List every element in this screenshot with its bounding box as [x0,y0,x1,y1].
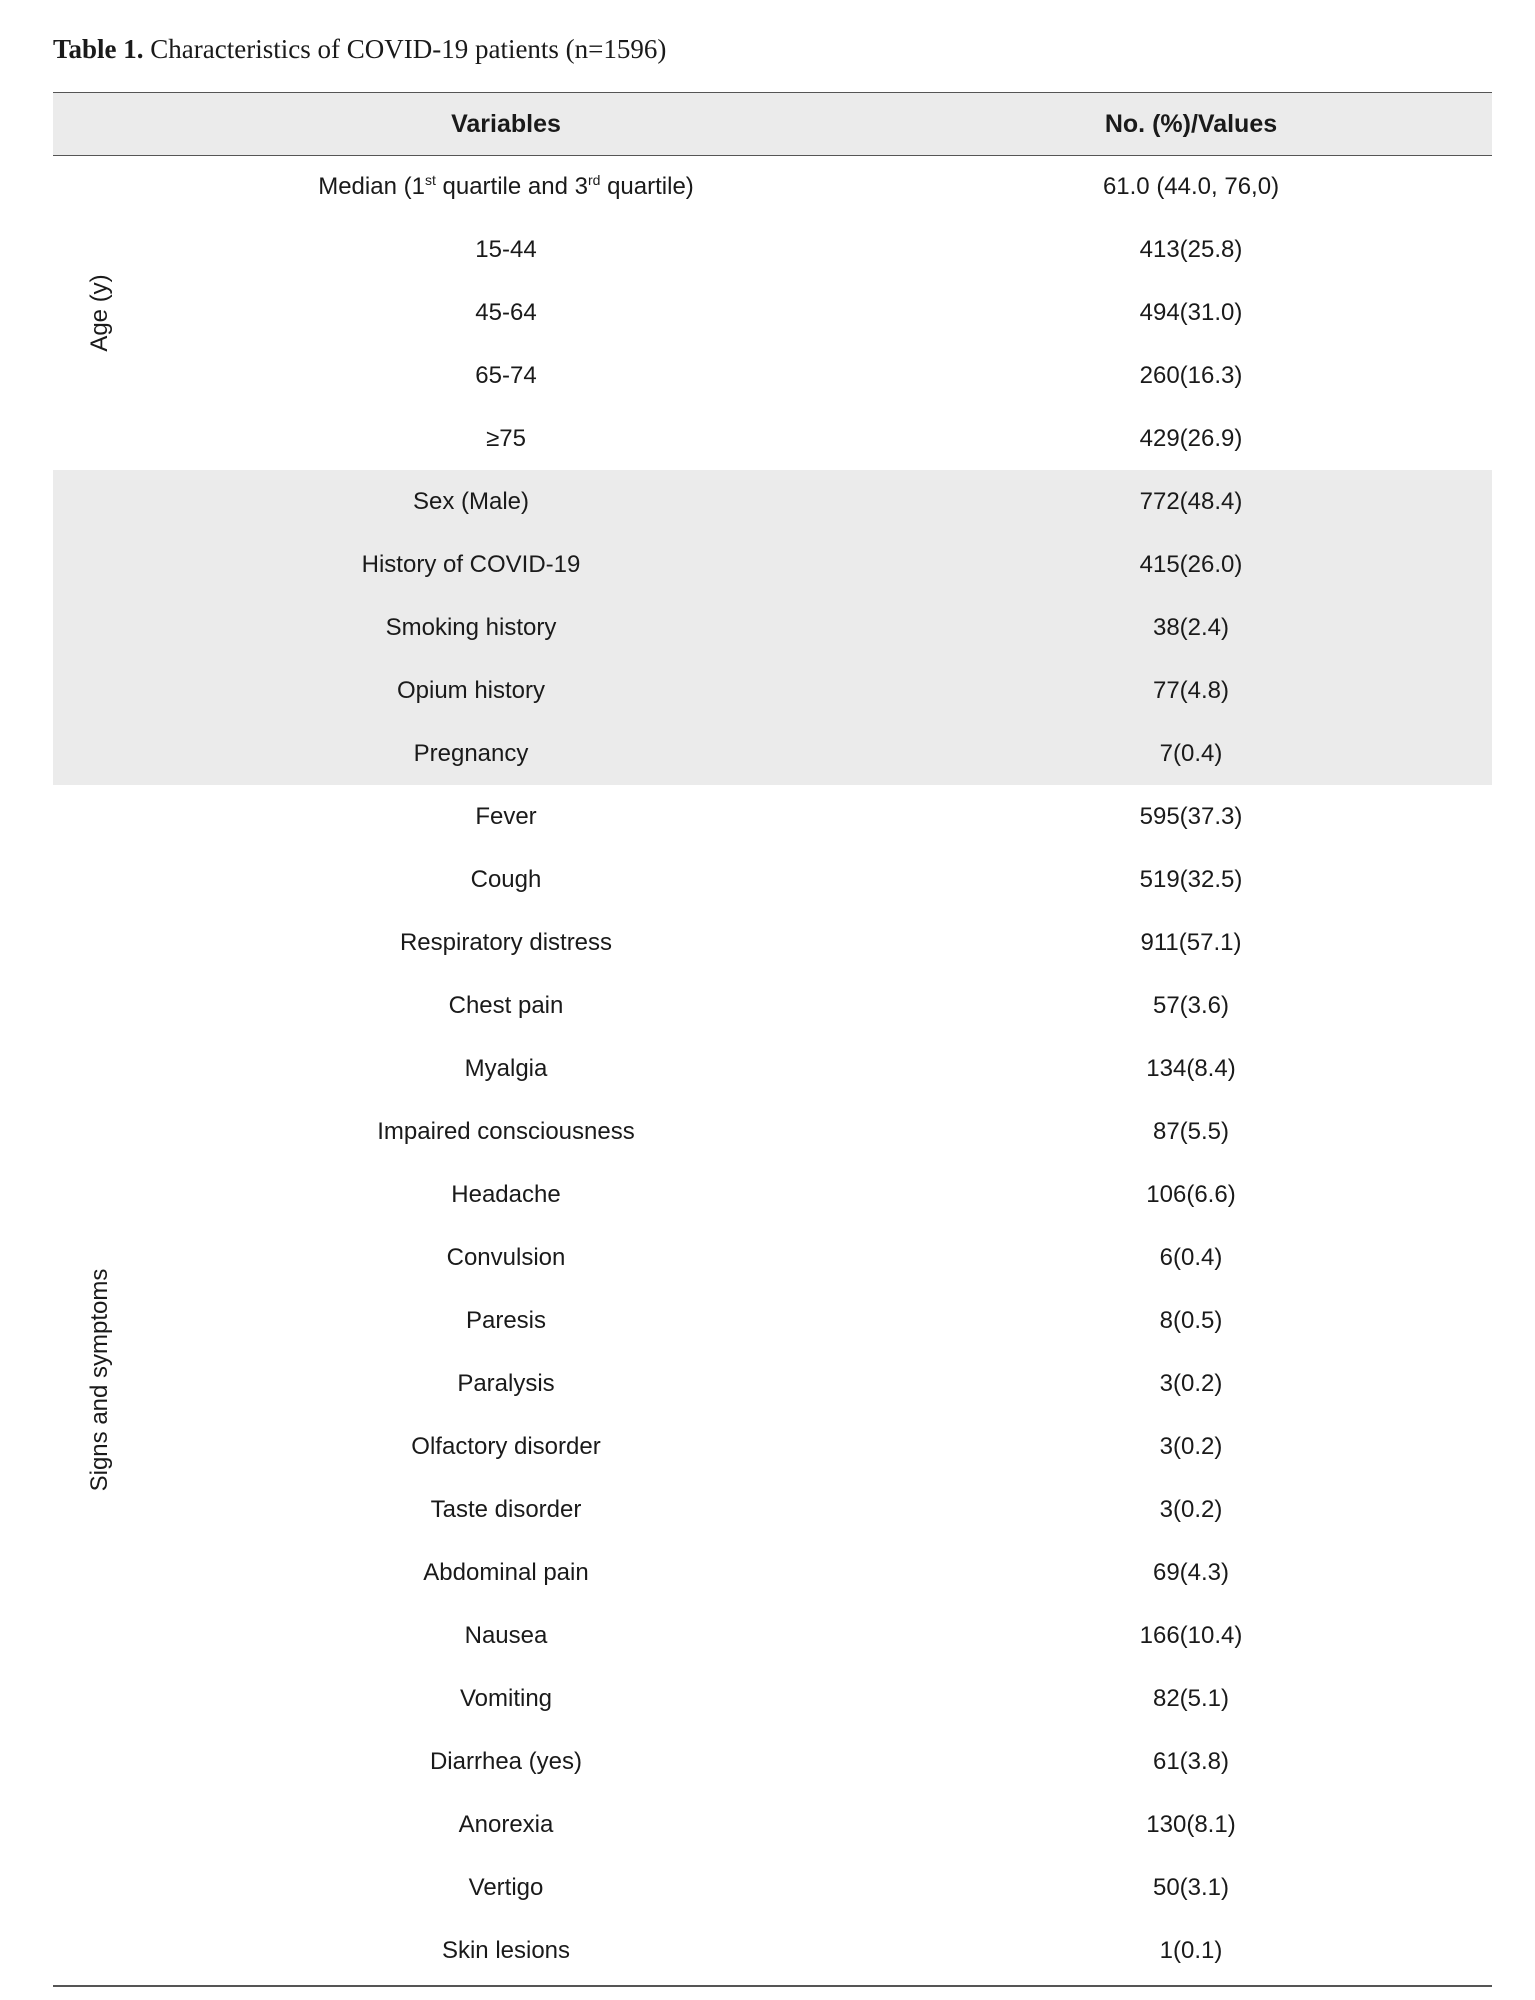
age-row-value: 429(26.9) [1139,425,1243,452]
signs-row-value: 106(6.6) [1146,1181,1236,1208]
table-caption-text: Characteristics of COVID-19 patients (n=1596) [150,34,667,64]
table-caption [53,34,666,65]
signs-row-value: 57(3.6) [1152,992,1230,1019]
signs-row-value: 1(0.1) [1159,1937,1223,1964]
signs-row-label: Headache [451,1181,561,1208]
age-group-label: Age (y) [86,274,113,352]
signs-row-label: Myalgia [464,1055,548,1082]
signs-row-value: 50(3.1) [1152,1874,1230,1901]
general-row-value: 38(2.4) [1152,614,1230,641]
signs-row-label: Diarrhea (yes) [429,1748,583,1775]
general-row-value: 772(48.4) [1139,488,1243,515]
signs-row-value: 69(4.3) [1152,1559,1230,1586]
signs-row-label: Vomiting [459,1685,553,1712]
age-row-value: 413(25.8) [1139,236,1243,263]
signs-row-value: 166(10.4) [1139,1622,1243,1649]
signs-row-value: 3(0.2) [1159,1370,1223,1397]
signs-row-label: Nausea [464,1622,548,1649]
age-median-value: 61.0 (44.0, 76,0) [1102,173,1280,200]
signs-row-value: 519(32.5) [1139,866,1243,893]
signs-row-value: 82(5.1) [1152,1685,1230,1712]
signs-row-label: Anorexia [458,1811,554,1838]
header-values: No. (%)/Values [1104,110,1278,138]
signs-row-label: Vertigo [468,1874,544,1901]
header-variables: Variables [451,110,561,138]
signs-row-value: 3(0.2) [1159,1496,1223,1523]
age-row-label: ≥75 [486,425,526,452]
signs-group-label: Signs and symptoms [86,1268,113,1492]
signs-row-label: Skin lesions [441,1937,571,1964]
general-row-value: 77(4.8) [1152,677,1230,704]
signs-row-label: Respiratory distress [399,929,613,956]
age-row-value: 260(16.3) [1139,362,1243,389]
signs-row-label: Taste disorder [430,1496,582,1523]
signs-row-value: 134(8.4) [1146,1055,1236,1082]
signs-row-value: 595(37.3) [1139,803,1243,830]
signs-row-label: Olfactory disorder [411,1433,601,1460]
signs-row-label: Paralysis [457,1370,555,1397]
signs-row-value: 3(0.2) [1159,1433,1223,1460]
table-caption-label: Table 1. [53,34,144,64]
signs-row-value: 130(8.1) [1146,1811,1236,1838]
age-row-label: 45-64 [475,299,537,326]
age-row-value: 494(31.0) [1139,299,1243,326]
signs-row-label: Abdominal pain [423,1559,589,1586]
signs-row-value: 8(0.5) [1159,1307,1223,1334]
signs-row-label: Fever [475,803,537,830]
signs-row-value: 6(0.4) [1159,1244,1223,1271]
general-row-label: Sex (Male) [412,488,530,515]
general-row-label: History of COVID-19 [361,551,581,578]
bottom-rule [53,1985,1492,1987]
signs-row-label: Convulsion [446,1244,566,1271]
signs-row-label: Impaired consciousness [377,1118,635,1145]
signs-row-label: Paresis [465,1307,547,1334]
age-row-label: 65-74 [475,362,537,389]
signs-row-value: 87(5.5) [1152,1118,1230,1145]
general-row-value: 7(0.4) [1159,740,1223,767]
signs-row-label: Chest pain [448,992,564,1019]
general-row-label: Pregnancy [413,740,529,767]
age-median-label: Median (1st quartile and 3rd quartile) [318,172,694,200]
signs-row-value: 911(57.1) [1140,929,1242,956]
general-row-value: 415(26.0) [1139,551,1243,578]
general-row-label: Smoking history [385,614,557,641]
signs-row-label: Cough [470,866,542,893]
signs-row-value: 61(3.8) [1152,1748,1230,1775]
age-row-label: 15-44 [475,236,537,263]
general-row-label: Opium history [396,677,546,704]
